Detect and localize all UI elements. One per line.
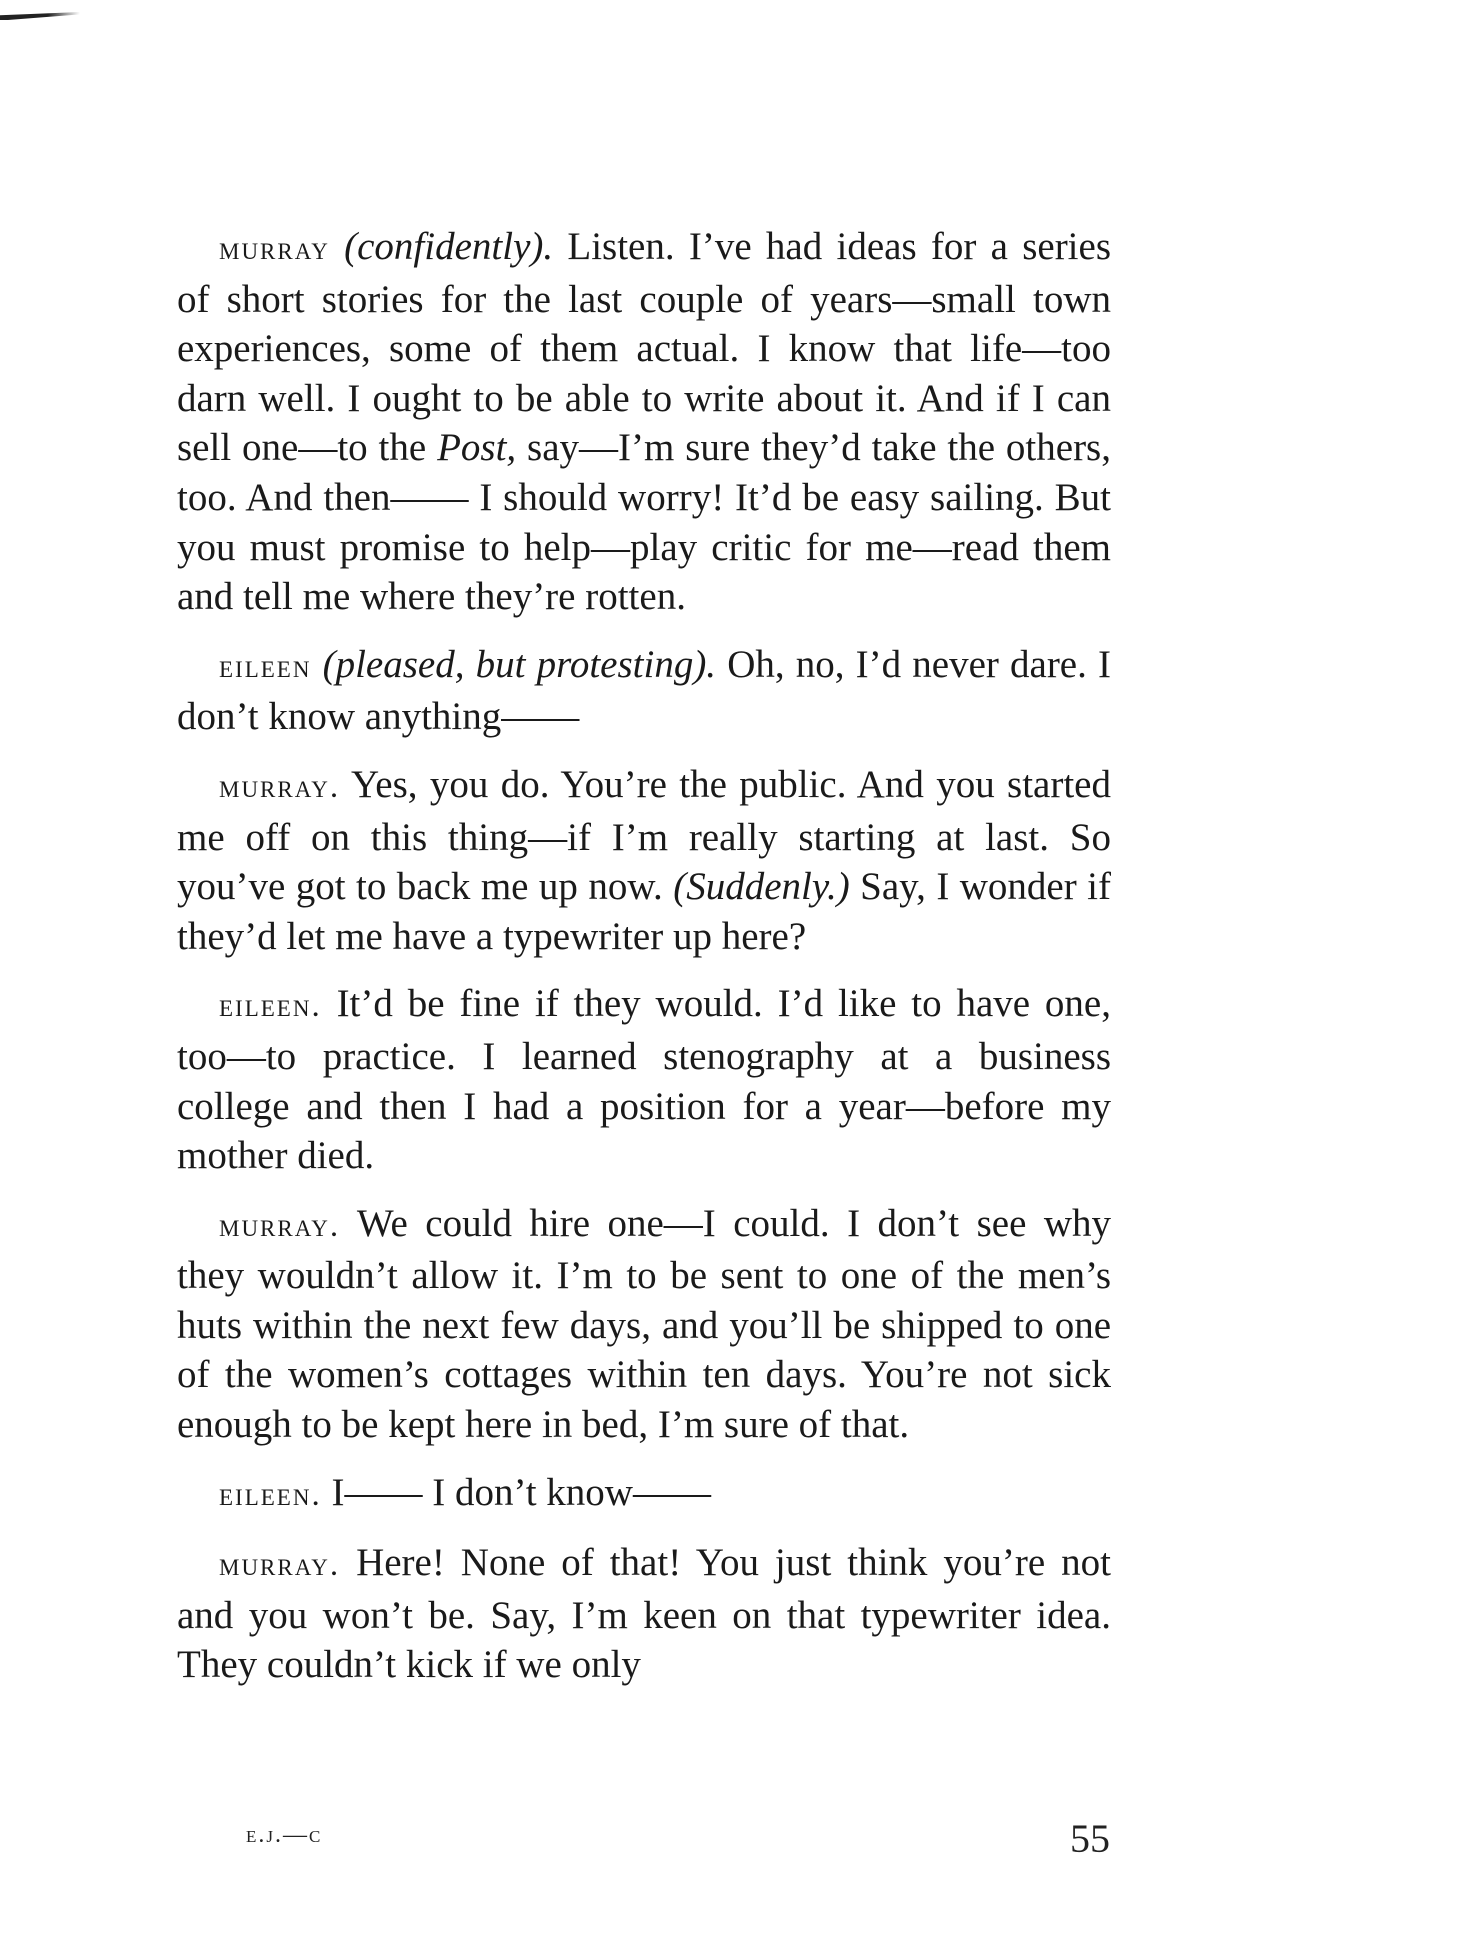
speaker-name: eileen. (219, 1476, 322, 1513)
speech-text: Here! None of that! You just think you’re not and you won’t be. Say, I’m keen on that typewriter idea. They couldn’t kick if we only (177, 1541, 1111, 1687)
speech-murray-4 (177, 1538, 1111, 1690)
speech-text: It’d be fine if they would. I’d like to have one, too—to practice. I learned stenography at a business college and then I had a position for a year—before my mother died. (177, 982, 1111, 1178)
speech-text: We could hire one—I could. I don’t see why they wouldn’t allow it. I’m to be sent to one of the men’s huts within the next few days, and you’ll be shipped to one of the women’s cottages within ten days. You’re not sick enough to be kept here in bed, I’m sure of that. (177, 1201, 1111, 1447)
speech-text-continued: say—I’m sure they’d take the others, too. And then—— I should worry! It’d be easy sailing. But you must promise to help—play critic for me—read them and tell me where they’re rotten. (177, 426, 1111, 619)
stage-direction: (Suddenly.) (673, 865, 850, 909)
speech-text: Yes, you do. You’re the public. And you started me off on this thing—if I’m really starting at last. So you’ve got to back me up now. (177, 762, 1111, 909)
speech-murray-3 (177, 1199, 1111, 1450)
stage-direction: (pleased, but protesting). (322, 642, 717, 686)
speech-text-continued: Say, I wonder if they’d let me have a typewriter up here? (177, 865, 1111, 958)
speech-text: Listen. I’ve had ideas for a series of short stories for the last couple of years—small town experiences, some of them actual. I know that life—too darn well. I ought to be able to write about it. And if I can sell one—to the (177, 225, 1111, 470)
signature-mark: e.j.—c (246, 1822, 323, 1848)
speaker-name: murray. (219, 768, 341, 805)
speech-eileen-3 (177, 1468, 1111, 1521)
stage-direction: (confidently). (344, 225, 554, 268)
speech-murray-1 (177, 222, 1111, 622)
speaker-name: murray. (219, 1207, 341, 1244)
speaker-name: murray. (219, 1547, 341, 1584)
speech-eileen-2 (177, 979, 1111, 1180)
speech-murray-2 (177, 760, 1111, 961)
speaker-name: eileen (219, 648, 312, 685)
speech-eileen-1 (177, 640, 1111, 742)
speech-text: Oh, no, I’d never dare. I don’t know anything—— (177, 642, 1111, 739)
page-number: 55 (1070, 1816, 1110, 1861)
scan-edge-mark (0, 12, 80, 20)
italic-title: Post, (437, 426, 517, 470)
dialogue-body (177, 222, 1111, 1708)
speech-text: I—— I don’t know—— (321, 1470, 711, 1514)
speaker-name: eileen. (219, 988, 322, 1025)
speaker-name: murray (219, 231, 330, 267)
